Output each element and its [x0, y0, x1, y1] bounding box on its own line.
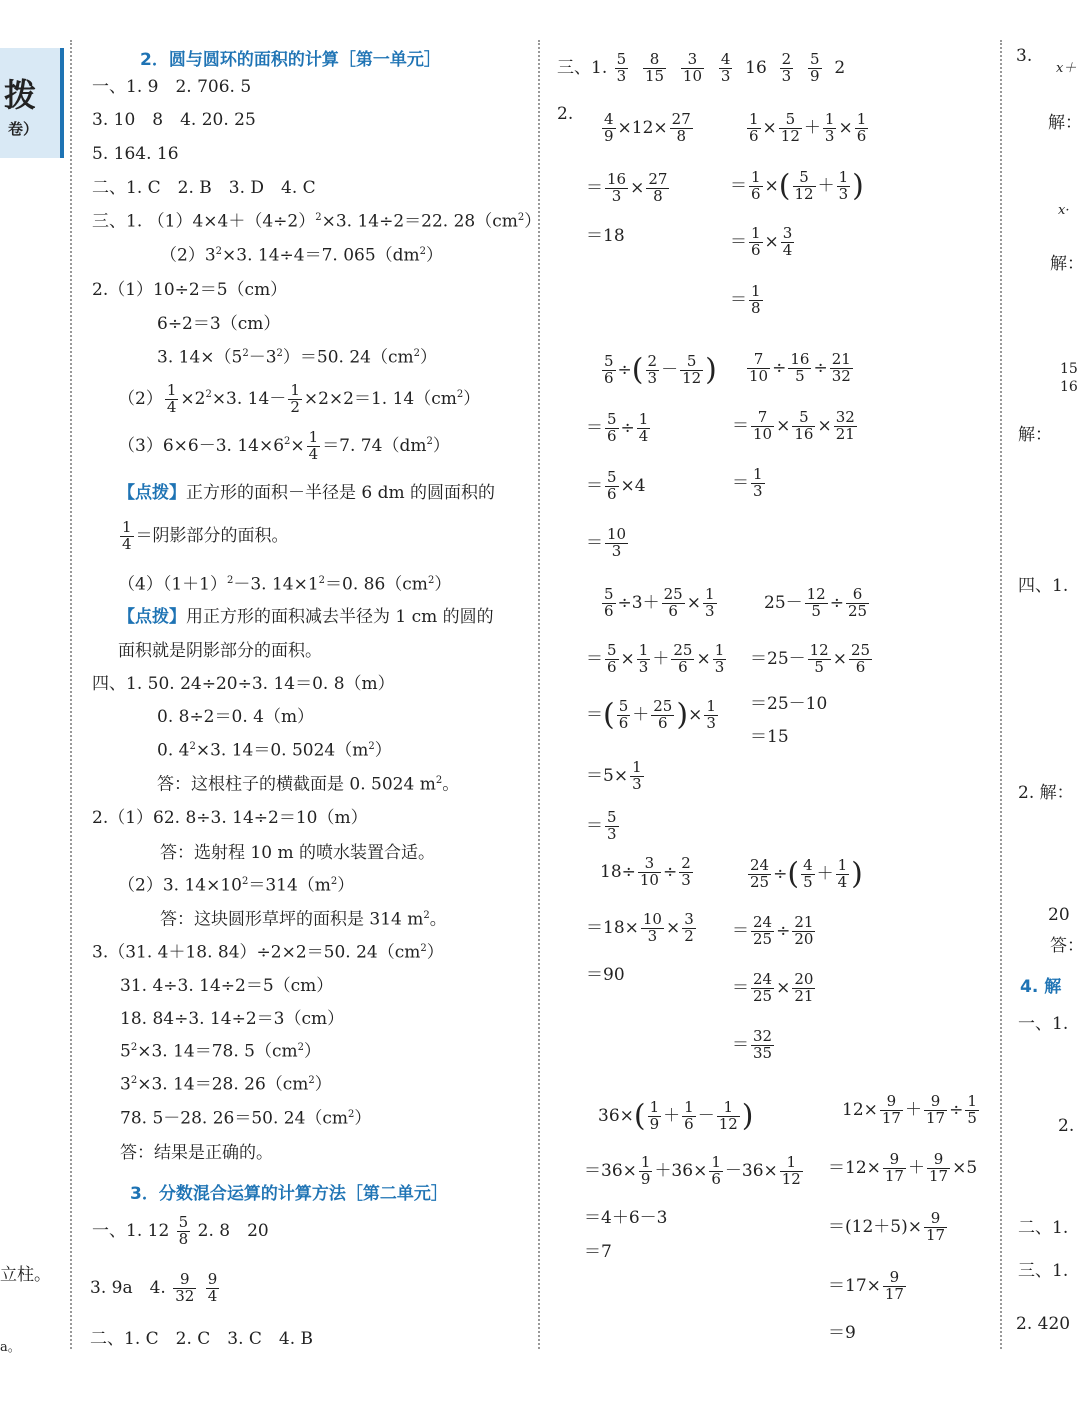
math-line: ＝12× $\frac{9}{17}$ ＋ $\frac{9}{17}$ ×5	[828, 1150, 978, 1185]
math-line: ＝5× $\frac{1}{3}$	[586, 758, 642, 793]
answer-line: 2.（1）10÷2＝5（cm）	[92, 280, 288, 300]
math-line: ＝15	[750, 727, 789, 747]
edge-text: 二、1.	[1018, 1218, 1069, 1238]
tab-char: 拨	[4, 76, 37, 114]
math-line: ＝ $\frac{16}{3}$ × $\frac{27}{8}$	[586, 170, 668, 205]
column-divider	[70, 40, 72, 1349]
answer-line: 3. $14\times(5^2-3^2)=50$. $24(cm^2)$	[157, 347, 437, 368]
answer-line: 0. $4^2\times 3$. 14＝0. $5024(m^2)$	[157, 740, 392, 761]
math-line: $\frac{5}{6}$ ÷( $\frac{2}{3}$ － $\frac{5}{12}$ )	[604, 352, 717, 388]
math-line: ＝ $\frac{5}{3}$	[586, 808, 617, 843]
math-line: ＝ $\frac{1}{6}$ × $\frac{3}{4}$	[730, 224, 793, 259]
math-line: ＝ $\frac{32}{35}$	[732, 1027, 773, 1062]
math-line: ＝18× $\frac{10}{3}$ × $\frac{3}{2}$	[586, 910, 694, 945]
edge-text: 3.	[1016, 46, 1033, 66]
tip-line: 【点拨】用正方形的面积减去半径为 1 cm 的圆的	[118, 607, 494, 627]
edge-text: 2. 解：	[1018, 783, 1074, 803]
math-line: ＝ $\frac{7}{10}$ × $\frac{5}{16}$ × $\frac{32}{21}$	[732, 408, 855, 443]
answer-line: 0. 8÷2＝0. 4（m）	[157, 707, 315, 727]
edge-text: 答：	[1050, 936, 1084, 956]
edge-text: 20	[1048, 905, 1070, 925]
column-divider	[538, 40, 540, 1349]
answer-line: 一、1. 12 $\frac{5}{8}$ 2. 8 20	[92, 1213, 269, 1248]
question-number: 2.	[557, 104, 574, 124]
edge-text: 16	[1060, 379, 1078, 395]
math-line: ＝25－10	[750, 694, 828, 714]
math-line: ＝( $\frac{5}{6}$ ＋ $\frac{25}{6}$ )× $\frac{1}{3}$	[586, 697, 716, 733]
answer-line: （2） $\frac{1}{4}$ $\times 2^2\times 3$. 14－ $\frac{1}{2}$ ×2×2＝1. $14(cm^2)$	[118, 381, 481, 416]
answer-line: 78. 5－28. 26＝50. $24(cm^2)$	[120, 1108, 372, 1129]
math-line: ＝ $\frac{1}{3}$	[732, 465, 763, 500]
math-line: ＝ $\frac{24}{25}$ × $\frac{20}{21}$	[732, 970, 814, 1005]
math-line: $\frac{7}{10}$ ÷ $\frac{16}{5}$ ÷ $\frac{21}{32}$	[749, 350, 851, 385]
math-line: ＝9	[828, 1323, 856, 1343]
answer-line: 三、1. $\frac{5}{3}$ $\frac{8}{15}$ $\frac{3}{10}$ $\frac{4}{3}$ 16 $\frac{2}{3}$ $\frac{5}{9}$ 2	[557, 50, 846, 85]
edge-text: 解：	[1050, 254, 1084, 274]
math-line: ＝ $\frac{24}{25}$ ÷ $\frac{21}{20}$	[732, 913, 814, 948]
math-line: ＝ $\frac{1}{6}$ ×( $\frac{5}{12}$ ＋ $\frac{1}{3}$ )	[730, 168, 864, 204]
answer-line: $3^2\times 3$. 14＝28. $26(cm^2)$	[120, 1074, 332, 1095]
answer-line: 31. 4÷3. 14÷2＝5（cm）	[120, 976, 334, 996]
math-line: 18÷ $\frac{3}{10}$ ÷ $\frac{2}{3}$	[600, 854, 691, 889]
answer-line: 2.（1）62. 8÷3. 14÷2＝10（m）	[92, 808, 368, 828]
math-line: ＝18	[586, 226, 625, 246]
answer-line: 二、1. C 2. C 3. C 4. B	[90, 1329, 314, 1349]
edge-text: 4. 解	[1020, 977, 1062, 997]
edge-text: 三、1.	[1018, 1261, 1069, 1281]
answer-line: （2）3. $14\times 10^2=314(m^2)$	[118, 875, 355, 896]
answer-line: 6÷2＝3（cm）	[157, 314, 281, 334]
answer-line: 答：这块圆形草坪的面积是 314 $m^2$。	[160, 909, 447, 930]
section-title: 3．分数混合运算的计算方法［第二单元］	[130, 1184, 448, 1204]
math-line: 36×( $\frac{1}{9}$ ＋ $\frac{1}{6}$ － $\frac{1}{12}$ )	[598, 1098, 754, 1134]
edge-text: 解：	[1018, 425, 1052, 445]
math-line: $\frac{1}{6}$ × $\frac{5}{12}$ ＋ $\frac{1}{3}$ × $\frac{1}{6}$	[749, 110, 867, 145]
math-line: ＝ $\frac{1}{8}$	[730, 282, 761, 317]
math-line: ＝ $\frac{5}{6}$ × $\frac{1}{3}$ ＋ $\frac{25}{6}$ × $\frac{1}{3}$	[586, 641, 725, 676]
answer-line: $(2)3^2\times 3$. 14÷4＝7. $065(dm^2)$	[160, 245, 444, 266]
edge-text: 一、1.	[1018, 1014, 1069, 1034]
column-divider	[1000, 40, 1002, 1349]
tip-line: 面积就是阴影部分的面积。	[118, 641, 322, 661]
math-line: $\frac{24}{25}$ ÷( $\frac{4}{5}$ ＋ $\frac{1}{4}$ )	[750, 856, 863, 892]
edge-text: 2. 420	[1016, 1314, 1071, 1334]
tip-line: $\frac{1}{4}$ ＝阴影部分的面积。	[122, 518, 289, 553]
answer-line: 3. 10 8 4. 20. 25	[92, 110, 256, 130]
answer-line: 18. 84÷3. 14÷2＝3（cm）	[120, 1009, 345, 1029]
math-line: ＝ $\frac{5}{6}$ ÷ $\frac{1}{4}$	[586, 410, 649, 445]
edge-text: 15	[1060, 361, 1078, 377]
answer-line: 一、1. 9 2. 706. 5	[92, 77, 252, 97]
answer-line: 四、1. 50. 24÷20÷3. 14＝0. 8（m）	[92, 674, 395, 694]
edge-text: 四、1.	[1018, 576, 1069, 596]
tab-sub: 卷）	[8, 120, 39, 138]
math-line: 25－ $\frac{12}{5}$ ÷ $\frac{6}{25}$	[764, 585, 868, 620]
edge-text: x·	[1058, 203, 1070, 218]
math-line: $\frac{4}{9}$ ×12× $\frac{27}{8}$	[604, 110, 691, 145]
answer-line: 3. 9a 4. $\frac{9}{32}$ $\frac{9}{4}$	[90, 1270, 218, 1305]
math-line: ＝36× $\frac{1}{9}$ ＋36× $\frac{1}{6}$ －36× $\frac{1}{12}$	[584, 1153, 801, 1188]
math-line: ＝ $\frac{5}{6}$ ×4	[586, 468, 646, 503]
math-line: 12× $\frac{9}{17}$ ＋ $\frac{9}{17}$ ÷ $\frac{1}{5}$	[842, 1092, 977, 1127]
answer-line: 二、1. C 2. B 3. D 4. C	[92, 178, 316, 198]
math-line: ＝17× $\frac{9}{17}$	[828, 1268, 904, 1303]
answer-line: 答：结果是正确的。	[120, 1143, 273, 1163]
edge-text: 2.	[1058, 1116, 1075, 1136]
answer-line: 答：选射程 10 m 的喷水装置合适。	[160, 843, 435, 863]
tail-text-1: 立柱。	[0, 1265, 51, 1285]
answer-line: 5. 164. 16	[92, 144, 179, 164]
edge-text: 解：	[1048, 113, 1082, 133]
answer-line: （3）6×6－3. $14\times 6^2\times$ $\frac{1}{4}$ ＝7. $74(dm^2)$	[118, 428, 450, 463]
section-title: 2．圆与圆环的面积的计算［第一单元］	[140, 50, 441, 70]
math-line: ＝90	[586, 965, 625, 985]
answer-line: $(4)(1+1)^2-3$. $14\times 1^2=0$. $86(cm^2)$	[118, 574, 452, 595]
tail-text-2: a。	[0, 1340, 21, 1355]
math-line: ＝(12＋5)× $\frac{9}{17}$	[828, 1209, 946, 1244]
math-line: ＝25－ $\frac{12}{5}$ × $\frac{25}{6}$	[750, 641, 871, 676]
edge-text: x＋	[1056, 61, 1077, 76]
answer-line: 3.（31. 4＋18. 84）÷2×2＝50. $24(cm^2)$	[92, 942, 444, 963]
answer-line: 答：这根柱子的横截面是 0. 5024 $m^2$。	[157, 774, 460, 795]
math-line: ＝ $\frac{10}{3}$	[586, 525, 627, 560]
answer-line: $5^2\times 3$. 14＝78. $5(cm^2)$	[120, 1041, 321, 1062]
math-line: ＝4＋6－3	[584, 1208, 668, 1228]
answer-line: 三、1. $(1)4\times 4+(4\div 2)^2\times 3$. 14÷2＝22. $28(cm^2)$	[92, 211, 542, 232]
math-line: $\frac{5}{6}$ ÷3＋ $\frac{25}{6}$ × $\frac{1}{3}$	[604, 585, 715, 620]
tip-line: 【点拨】正方形的面积－半径是 6 dm 的圆面积的	[118, 483, 496, 503]
math-line: ＝7	[584, 1242, 612, 1262]
